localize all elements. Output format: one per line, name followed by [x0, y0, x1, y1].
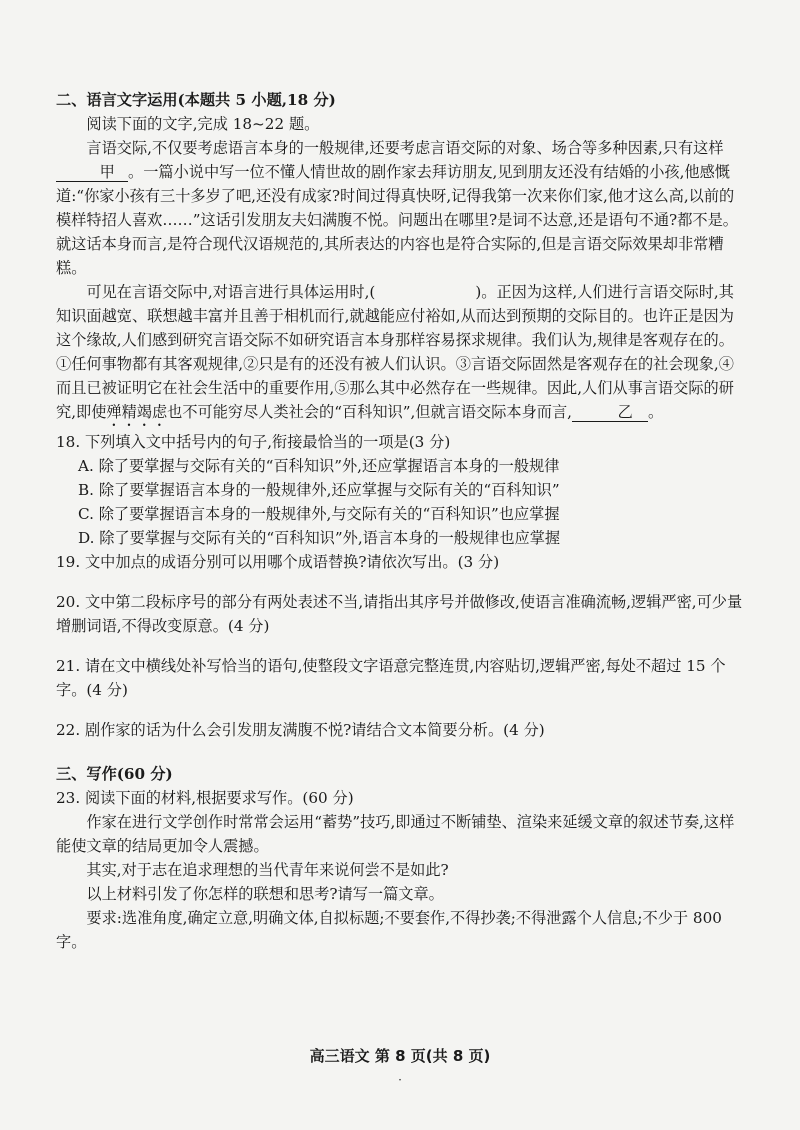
blank-jia: 甲	[56, 163, 128, 182]
section-3-title: 三、写作(60 分)	[56, 765, 173, 783]
reading-intro: 阅读下面的文字,完成 18~22 题。	[86, 115, 320, 133]
passage-paragraph-2: 可见在言语交际中,对语言进行具体运用时,( )。正因为这样,人们进行言语交际时,其知识面越宽、联想越丰富并且善于相机而行,就越能应付裕如,从而达到预期的交际目的。也许正是因为这个缘故,人们感到研究言语交际不如研究语言本身那样容易探求规律。我们认为,规律是客观存在的。①任何事物都有其客观规律,②只是有的还没有被人们认识。③言语交际固然是客观存在的社会现象,④而且已被证明它在社会生活中的重要作用,⑤那么其中必然存在一些规律。因此,人们从事言语交际的研究,即使殚精竭虑也不可能穷尽人类社会的“百科知识”,但就言语交际本身而言, 乙 。	[56, 283, 734, 421]
question-21: 21. 请在文中横线处补写恰当的语句,使整段文字语意完整连贯,内容贴切,逻辑严密,每处不超过 15 个字。(4 分)	[56, 657, 726, 699]
option-a: A. 除了要掌握与交际有关的“百科知识”外,还应掌握语言本身的一般规律	[78, 457, 560, 475]
question-22: 22. 剧作家的话为什么会引发朋友满腹不悦?请结合文本简要分析。(4 分)	[56, 721, 545, 739]
page-footer: 高三语文 第 8 页(共 8 页)	[309, 1047, 491, 1065]
passage-paragraph-1: 言语交际,不仅要考虑语言本身的一般规律,还要考虑言语交际的对象、场合等多种因素,只有这样甲 。一篇小说中写一位不懂人情世故的剧作家去拜访朋友,见到朋友还没有结婚的小孩,他感慨道:“你家小孩有三十多岁了吧,还没有成家?时间过得真快呀,记得我第一次来你们家,他才这么高,以前的模样特招人喜欢……”这话引发朋友夫妇满腹不悦。问题出在哪里?是词不达意,还是语句不通?都不是。就这话本身而言,是符合现代汉语规范的,其所表达的内容也是符合实际的,但是言语交际效果却非常糟糕。	[56, 139, 738, 277]
dotted-idiom: 殚精竭虑	[106, 403, 168, 421]
material-paragraph-3: 以上材料引发了你怎样的联想和思考?请写一篇文章。	[86, 885, 444, 903]
option-d: D. 除了要掌握与交际有关的“百科知识”外,语言本身的一般规律也应掌握	[78, 529, 561, 547]
option-c: C. 除了要掌握语言本身的一般规律外,与交际有关的“百科知识”也应掌握	[78, 505, 560, 523]
material-paragraph-1: 作家在进行文学创作时常常会运用“蓄势”技巧,即通过不断铺垫、渲染来延缓文章的叙述节奏,这样能使文章的结局更加令人震撼。	[56, 813, 735, 855]
question-20: 20. 文中第二段标序号的部分有两处表述不当,请指出其序号并做修改,使语言准确流畅,逻辑严密,可少量增删词语,不得改变原意。(4 分)	[56, 593, 743, 635]
writing-requirements: 要求:选准角度,确定立意,明确文体,自拟标题;不要套作,不得抄袭;不得泄露个人信息;不少于 800 字。	[56, 909, 722, 951]
question-23: 23. 阅读下面的材料,根据要求写作。(60 分)	[56, 789, 354, 807]
material-paragraph-2: 其实,对于志在追求理想的当代青年来说何尝不是如此?	[86, 861, 449, 879]
question-18: 18. 下列填入文中括号内的句子,衔接最恰当的一项是(3 分)	[56, 433, 451, 451]
footer-mark: ·	[398, 1073, 402, 1087]
option-b: B. 除了要掌握语言本身的一般规律外,还应掌握与交际有关的“百科知识”	[78, 481, 560, 499]
blank-yi: 乙	[572, 403, 648, 422]
question-19: 19. 文中加点的成语分别可以用哪个成语替换?请依次写出。(3 分)	[56, 553, 500, 571]
section-2-title: 二、语言文字运用(本题共 5 小题,18 分)	[56, 91, 336, 109]
